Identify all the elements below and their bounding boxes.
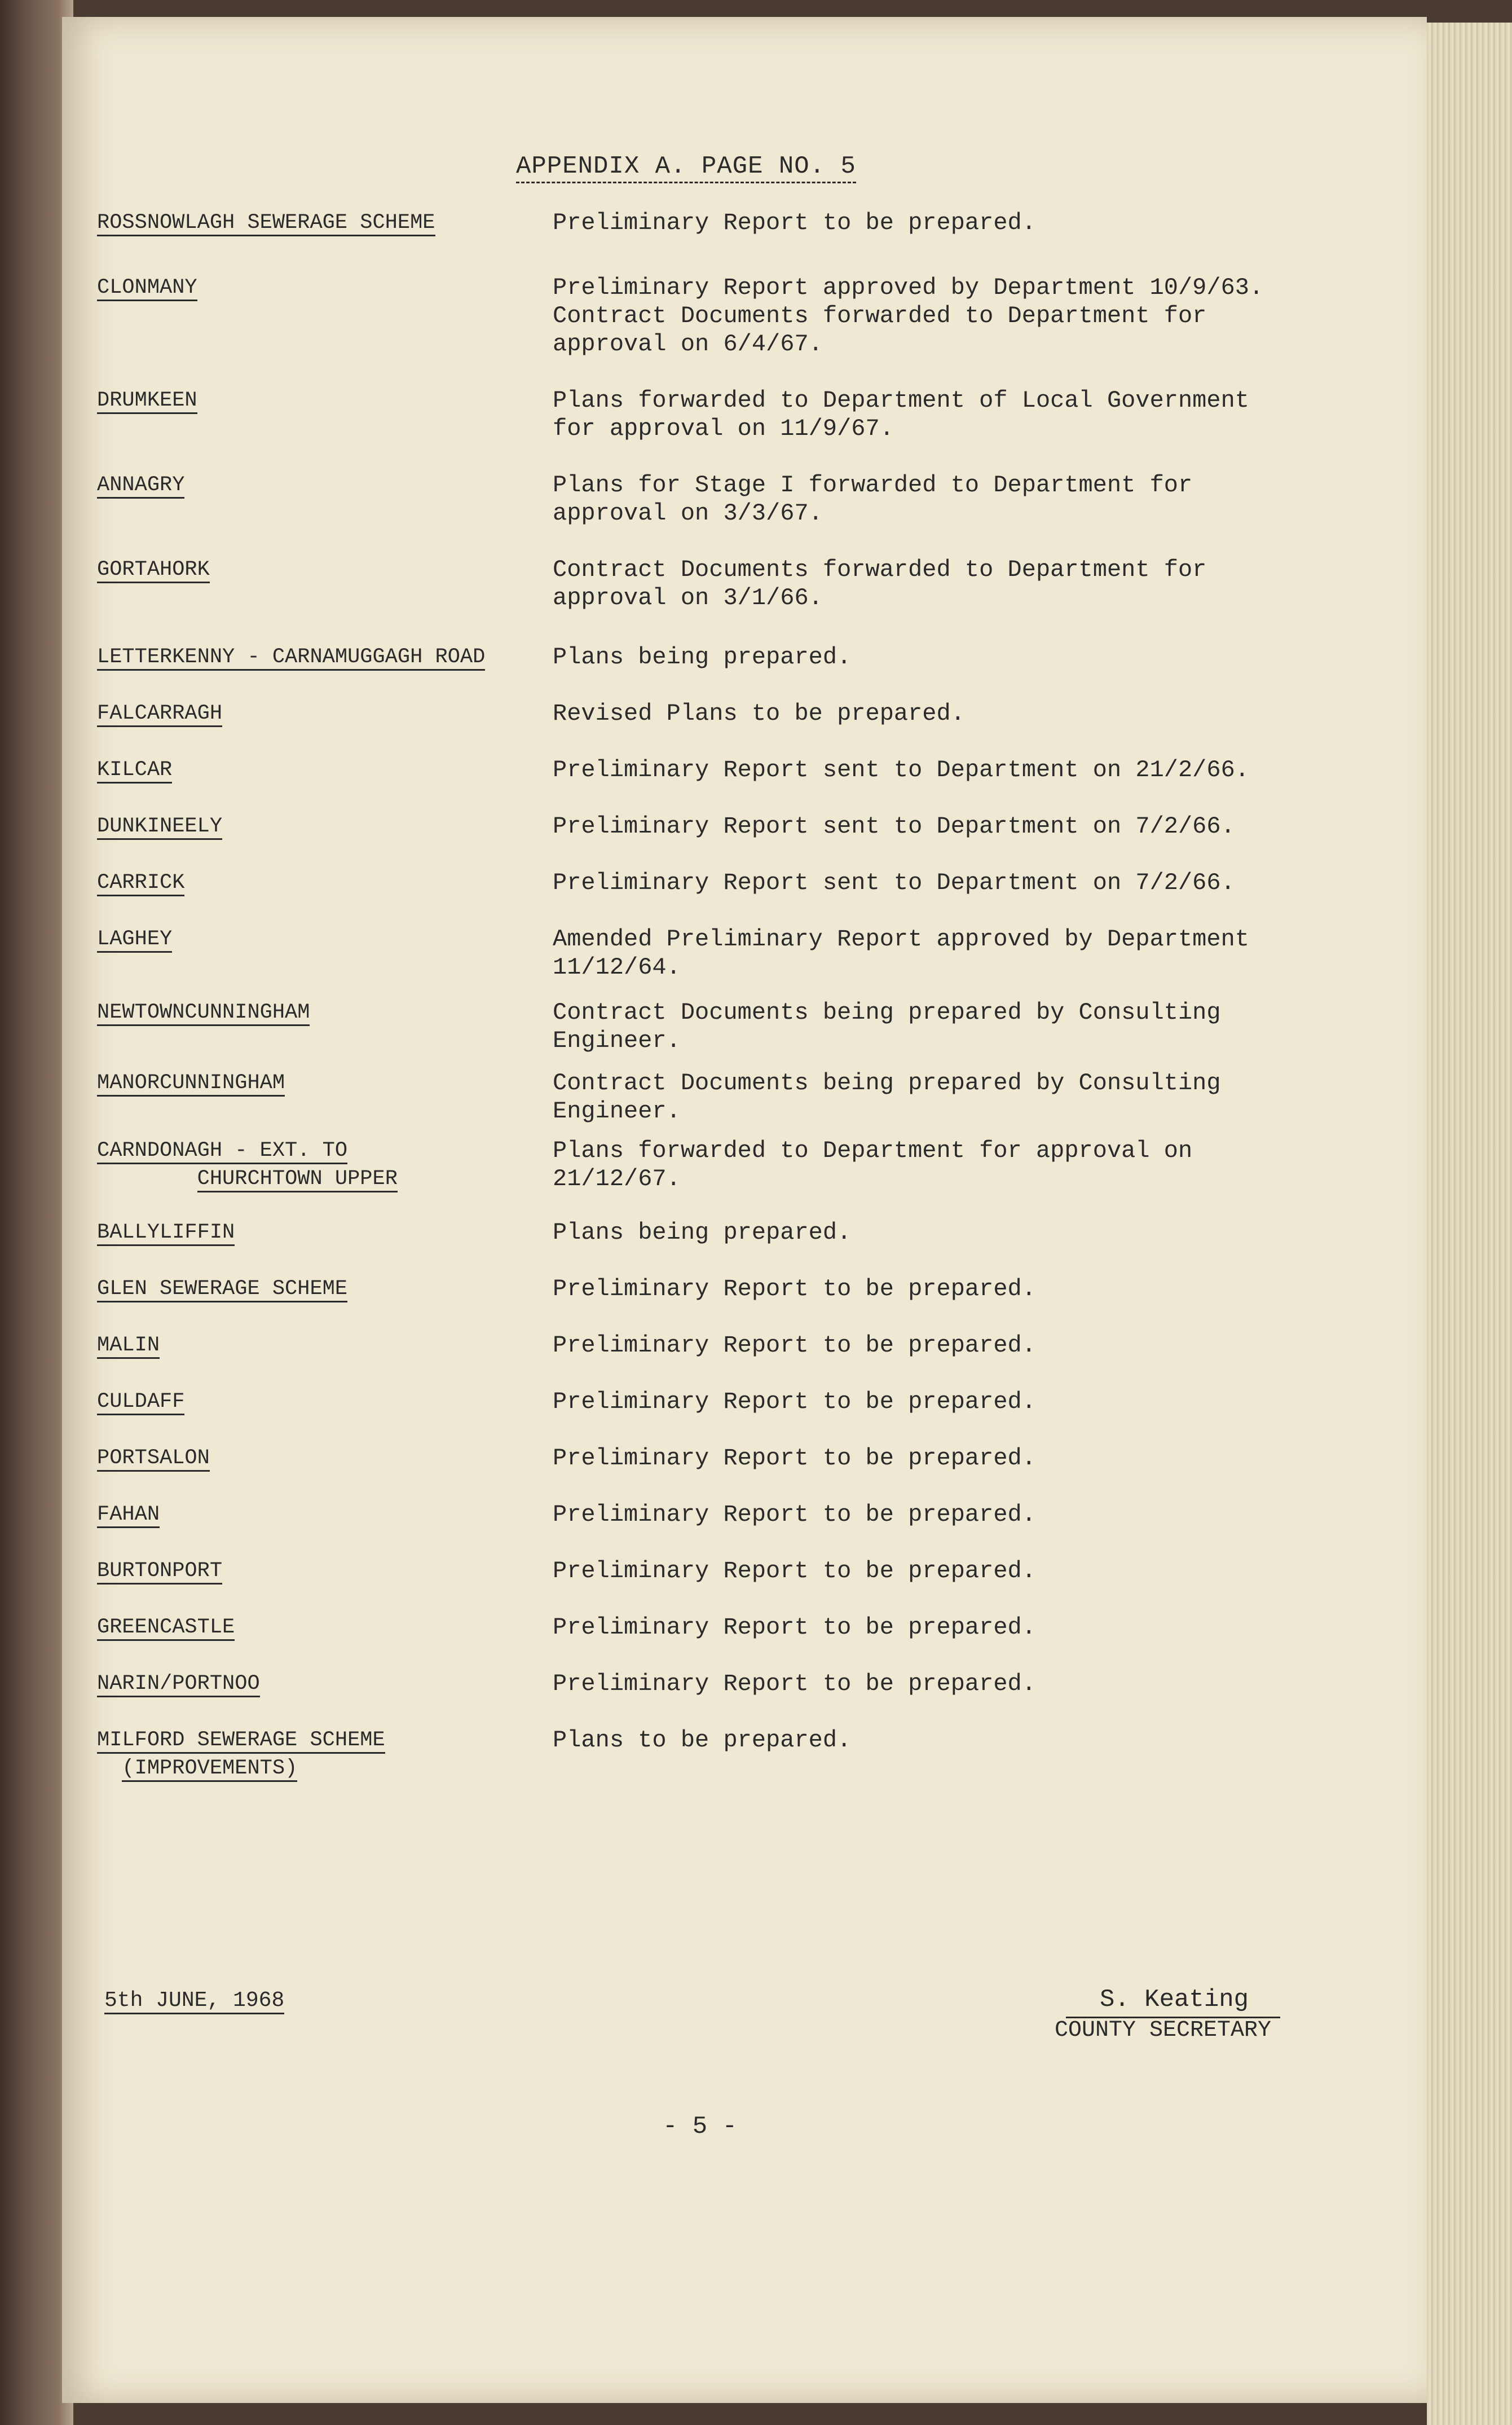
scheme-status: Preliminary Report to be prepared. bbox=[553, 1275, 1036, 1302]
scheme-status: Preliminary Report approved by Department 10/9/63. Contract Documents forwarded to Department for approval on 6/4/67. bbox=[553, 274, 1264, 358]
scheme-status: Preliminary Report to be prepared. bbox=[553, 1445, 1036, 1472]
scheme-name: CARRICK bbox=[97, 869, 184, 897]
scheme-status: Revised Plans to be prepared. bbox=[553, 700, 965, 727]
scheme-name: CARNDONAGH - EXT. TO CHURCHTOWN UPPER bbox=[97, 1137, 398, 1193]
scheme-name: LETTERKENNY - CARNAMUGGAGH ROAD bbox=[97, 643, 485, 671]
scheme-status: Plans for Stage I forwarded to Department for approval on 3/3/67. bbox=[553, 472, 1193, 527]
scheme-name: ROSSNOWLAGH SEWERAGE SCHEME bbox=[97, 209, 435, 237]
scheme-status: Amended Preliminary Report approved by Department 11/12/64. bbox=[553, 926, 1250, 981]
scheme-name: KILCAR bbox=[97, 756, 172, 784]
page-number: - 5 - bbox=[663, 2112, 738, 2141]
signatory-name: S. Keating bbox=[1100, 1986, 1249, 2014]
scheme-name: CULDAFF bbox=[97, 1388, 184, 1416]
scheme-status: Preliminary Report sent to Department on 21/2/66. bbox=[553, 756, 1250, 784]
document-page bbox=[62, 17, 1427, 2403]
scheme-status: Preliminary Report to be prepared. bbox=[553, 1388, 1036, 1415]
page-edges bbox=[1427, 23, 1512, 2425]
scheme-status: Plans to be prepared. bbox=[553, 1727, 852, 1754]
scheme-status: Plans forwarded to Department for approval on 21/12/67. bbox=[553, 1137, 1193, 1192]
scheme-status: Preliminary Report to be prepared. bbox=[553, 1614, 1036, 1641]
document-date: 5th JUNE, 1968 bbox=[104, 1988, 284, 2014]
scheme-name: DUNKINEELY bbox=[97, 812, 222, 840]
scheme-name: PORTSALON bbox=[97, 1444, 210, 1472]
scheme-name: DRUMKEEN bbox=[97, 386, 197, 415]
scheme-status: Plans forwarded to Department of Local Government for approval on 11/9/67. bbox=[553, 387, 1250, 442]
scheme-name: GREENCASTLE bbox=[97, 1613, 235, 1641]
scheme-status: Plans being prepared. bbox=[553, 644, 852, 671]
scheme-name: NARIN/PORTNOO bbox=[97, 1670, 260, 1698]
scheme-status: Contract Documents forwarded to Department for approval on 3/1/66. bbox=[553, 556, 1207, 611]
scheme-status: Preliminary Report to be prepared. bbox=[553, 1501, 1036, 1528]
scheme-status: Preliminary Report sent to Department on 7/2/66. bbox=[553, 813, 1235, 840]
signatory-title: COUNTY SECRETARY bbox=[1055, 2018, 1272, 2043]
scheme-status: Preliminary Report to be prepared. bbox=[553, 1670, 1036, 1697]
scheme-status: Preliminary Report to be prepared. bbox=[553, 1332, 1036, 1359]
scheme-status: Plans being prepared. bbox=[553, 1219, 852, 1246]
scheme-status: Contract Documents being prepared by Consulting Engineer. bbox=[553, 999, 1221, 1054]
scheme-name: ANNAGRY bbox=[97, 471, 184, 499]
scheme-name: MANORCUNNINGHAM bbox=[97, 1069, 285, 1097]
scheme-name: FAHAN bbox=[97, 1500, 160, 1529]
scheme-name: BALLYLIFFIN bbox=[97, 1218, 235, 1247]
scheme-name: CLONMANY bbox=[97, 274, 197, 302]
scheme-name: MALIN bbox=[97, 1331, 160, 1359]
scheme-status: Preliminary Report sent to Department on 7/2/66. bbox=[553, 869, 1235, 896]
scheme-status: Preliminary Report to be prepared. bbox=[553, 209, 1036, 236]
scheme-name: GLEN SEWERAGE SCHEME bbox=[97, 1275, 347, 1303]
scheme-name: NEWTOWNCUNNINGHAM bbox=[97, 998, 310, 1027]
scheme-name: BURTONPORT bbox=[97, 1557, 222, 1585]
scheme-status: Contract Documents being prepared by Consulting Engineer. bbox=[553, 1070, 1221, 1125]
scheme-name: MILFORD SEWERAGE SCHEME (IMPROVEMENTS) bbox=[97, 1726, 385, 1783]
page-heading: APPENDIX A. PAGE NO. 5 bbox=[516, 152, 856, 183]
scheme-name: GORTAHORK bbox=[97, 556, 210, 584]
scheme-name: LAGHEY bbox=[97, 925, 172, 953]
scheme-status: Preliminary Report to be prepared. bbox=[553, 1557, 1036, 1585]
scheme-name: FALCARRAGH bbox=[97, 699, 222, 728]
